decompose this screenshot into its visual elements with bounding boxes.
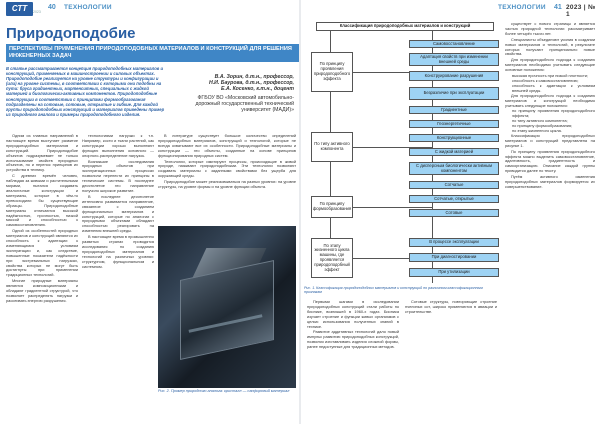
paragraph: Одной из особенностей природных материалов и конструкций являются их способность к адаптации к изменяющимся условиям эксплуатации и, как следствие, повышенные показатели надёжности при экстремальных нагрузках, свойства которых не могут быть достигнуты при применении традиционных технологий. <box>6 228 78 278</box>
section-header-left: ТЕХНОЛОГИИ <box>64 4 112 11</box>
paragraph: Первыми шагами в исследовании природоподобных конструкций стали работы по бионике, возникшей в 1960-х годах. Бионика изучает строение и функции живых организмов с целью использования полученных знаний в технике. <box>307 300 399 329</box>
page-number-left: 40 <box>48 4 56 11</box>
paragraph: В литературе существует большое количество определений природоподобных материалов, конструкций и технологий, которые не всегда охватывают все их особенности. Природоподобные материалы и конструкции — это объекты, созданные на основе принципов функционирования природных систем. <box>158 134 296 158</box>
list-item: • способность к адаптации к условиям внешней среды. <box>512 84 595 94</box>
photo-caption: Рис. 2. Пример природного аналога: кристалл — сапфировый материал <box>158 389 290 393</box>
paragraph: Путём активного изменения природоподобных материалов формируется их совершенствование. <box>505 174 595 189</box>
list-item: • по принципу проявления природоподобного эффекта; <box>512 109 595 119</box>
diagram-leaf-selfhealing: Самовосстановление <box>409 40 499 48</box>
left-page <box>0 0 299 424</box>
diagram-node-lifecycle: По этапу жизненного цикла машины, где проявляется природоподобный эффект <box>311 238 353 278</box>
list-item: • способность к самовосстановлению; <box>512 79 595 84</box>
paragraph: Сотовые структуры, повторяющие строение пчелиных сот, широко применяются в авиации и строительстве. <box>405 300 497 314</box>
diagram-node-component: По типу активного компонента <box>311 132 353 162</box>
diagram-leaf-diagnostics: При диагностировании <box>409 253 499 262</box>
paragraph: Для природоподобного подхода к созданию материалов необходимо учитывать следующие основные положения: <box>505 57 595 73</box>
list-item: • высокая прочность при низкой плотности; <box>512 74 595 79</box>
section-header-right: ТЕХНОЛОГИИ <box>498 4 546 11</box>
diagram-caption: Рис. 1. Классификация природоподобных материалов и конструкций по различным классификационным признакам <box>304 286 483 295</box>
diagram-leaf-geoenergy: Геоэнергетичные <box>409 120 499 128</box>
diagram-connector <box>353 207 433 208</box>
paragraph: существует с нового страницы и является частью природной технологии рассматривает более четырёх тысяч лет. <box>505 22 595 36</box>
paragraph: В последнее десятилетие интенсивно развивается направление, связанное с созданием функциональных материалов и конструкций, которые по аналогии с природными объектами обладают способностью реагировать на изменения внешней среды. <box>82 193 154 234</box>
diagram-leaf-structural: Конструкционные <box>409 134 499 142</box>
authors-block <box>174 74 294 113</box>
diagram-node-effect: По принципу проявления природоподобного эффекта <box>311 52 353 92</box>
diagram-leaf-mesh-open: Сотчатые, открытые <box>409 195 499 203</box>
paragraph: Природоподобие может реализовываться на разных уровнях: на уровне структуры, на уровне формы и на уровне функции объекта. <box>158 179 296 190</box>
article-subtitle: ПЕРСПЕКТИВЫ ПРИМЕНЕНИЯ ПРИРОДОПОДОБНЫХ МАТЕРИАЛОВ И КОНСТРУКЦИЙ ДЛЯ РЕШЕНИЯ ИНЖЕНЕРНЫХ ЗАДАЧ <box>6 44 299 62</box>
diagram-title: Классификация природоподобных материалов и конструкций <box>316 22 494 31</box>
diagram-leaf-adaptation: Адаптация свойств при изменении внешней среды <box>409 53 499 66</box>
text-column-3 <box>158 134 296 222</box>
paragraph: В настоящее время в промышленно развитых странах проводятся исследования по созданию природоподобных материалов и технологий на различных уровнях: структурном, функциональном и системном. <box>82 234 154 269</box>
text-column-2 <box>82 134 154 418</box>
diagram-leaf-liquid: С жидкой материей <box>409 148 499 156</box>
bullet-list <box>505 74 595 94</box>
issue-label: 2023 | № 1 <box>566 4 596 18</box>
list-item: • по принципу формообразования; <box>512 124 595 129</box>
author-1: В.А. Зорин, д.т.н., профессор, <box>214 74 294 80</box>
diagram-leaf-bioactive: С дисперсным биологически активным компонентом <box>409 162 499 175</box>
logo-year: 2023 <box>33 10 41 14</box>
list-item: • по этапу жизненного цикла. <box>512 129 595 134</box>
text-column-right <box>505 22 595 420</box>
diagram-leaf-recycling: При утилизации <box>409 268 499 277</box>
diagram-leaf-mesh: Сотчатые <box>409 181 499 189</box>
diagram-leaf-honeycomb: Сотовые <box>409 209 499 217</box>
magazine-logo: СТТ <box>6 2 33 16</box>
paragraph: Специалисты объединяют усилия в создании новых материалов и технологий, в результате которых получают принципиально новые свойства. <box>505 36 595 57</box>
author-3: Е.А. Косенко, к.т.н., доцент <box>221 86 294 93</box>
page-number-right: 41 <box>554 4 562 11</box>
paragraph: Технологии, которые имитируют процессы, происходящие в живой природе, называют природоподобными. Эти технологии позволяют создавать материалы с заданными свойствами без ущерба для окружающей среды. <box>158 158 296 179</box>
diagram-leaf-indifference: Безразличие при эксплуатации <box>409 87 499 100</box>
paragraph: Одним из главных направлений в настоящее время выступает развитие природоподобных материалов и конструкций. Природоподобие объектов подразумевает не только использование свойств природных объектов, но и перенос принципов их устройства в технику. <box>6 134 78 173</box>
paragraph: технологиями нагрузки к т.п. Например, кости и ткани растений, как конструкции хорошо выполняют функцию выполнения основного — опорного-распределение нагрузок. <box>82 134 154 158</box>
diagram-node-form: По принципу формообразования <box>311 196 353 218</box>
bullet-list <box>505 109 595 134</box>
material-photo <box>158 226 296 388</box>
diagram-leaf-destruction: Конструирование разрушения <box>409 71 499 81</box>
affiliation: ФГБОУ ВО «Московский автомобильно-дорожный государственный технический университет (МАДИ)» <box>195 94 294 114</box>
article-abstract: В статье рассматривается концепция природоподобных материалов и конструкций, применяемых в машиностроении и силовых объектах. Природоподобие реализуется на уровне структуры и конфигурации и (или) на уровне системы, в соответствии с которыми они подобны на пути: бруса градиентных, мартенситных, специальных с жидкой материей и биологически-активных компонентов. Природоподобные конструкции в соответствии с принципами формообразования подразделены на сотовые, сотовые, открытые и гибкие. Для каждой группы природоподобных конструкций и материалов приведены пример из природного аналога и примеры природоподобного изделия. <box>6 66 165 117</box>
diagram-leaf-operation: В процессе эксплуатации <box>409 238 499 247</box>
author-2: Н.И. Баурова, д.т.н., профессор, <box>208 80 294 87</box>
text-column-lower-1 <box>307 300 399 418</box>
paragraph: Для природоподобного подхода к созданию материалов и конструкций необходимо учитывать следующие положения: <box>505 92 595 108</box>
paragraph: По принципу проявления природоподобного эффекта можно выделить самовосстановление, адаптивность, градиентность и самоорганизацию. Описание каждой группы приводится далее по тексту. <box>505 148 595 174</box>
paragraph: С древних времён человек, наблюдая за живыми и растительными мирами, пытался создавать аналогичные конструкции и материалы, которые в чём-то превосходили бы существующие образцы. Природоподобные материалы отличаются высокой надёжностью, прочностью, низкой массой и способностью к самовосстановлению. <box>6 173 78 228</box>
diagram-leaf-gradient: Градиентные <box>409 106 499 114</box>
paragraph: Многие природные материалы являются композиционными и обладают градиентной структурой, что позволяет распределять нагрузки и рассеивать энергию разрушения. <box>6 278 78 303</box>
classification-diagram <box>301 0 501 300</box>
text-column-lower-2 <box>405 300 497 418</box>
paragraph: Развитие аддитивных технологий дало новый импульс развитию природоподобных конструкций, позволяя изготавливать изделия сложной формы, ранее недоступные для традиционных методов. <box>307 329 399 350</box>
paragraph: Классификация природоподобных материалов и конструкций представлена на рисунке 1. <box>505 132 595 148</box>
right-page <box>301 0 600 424</box>
paragraph: Возникшие исследования природных объектов при эксплуатационных процессах позволили перенести их принципы в технические системы. В последнее десятилетие это направление получило широкое развитие. <box>82 158 154 193</box>
article-title: Природоподобие <box>6 25 136 42</box>
list-item: • по типу активного компонента; <box>512 119 595 124</box>
text-column-1 <box>6 134 78 418</box>
